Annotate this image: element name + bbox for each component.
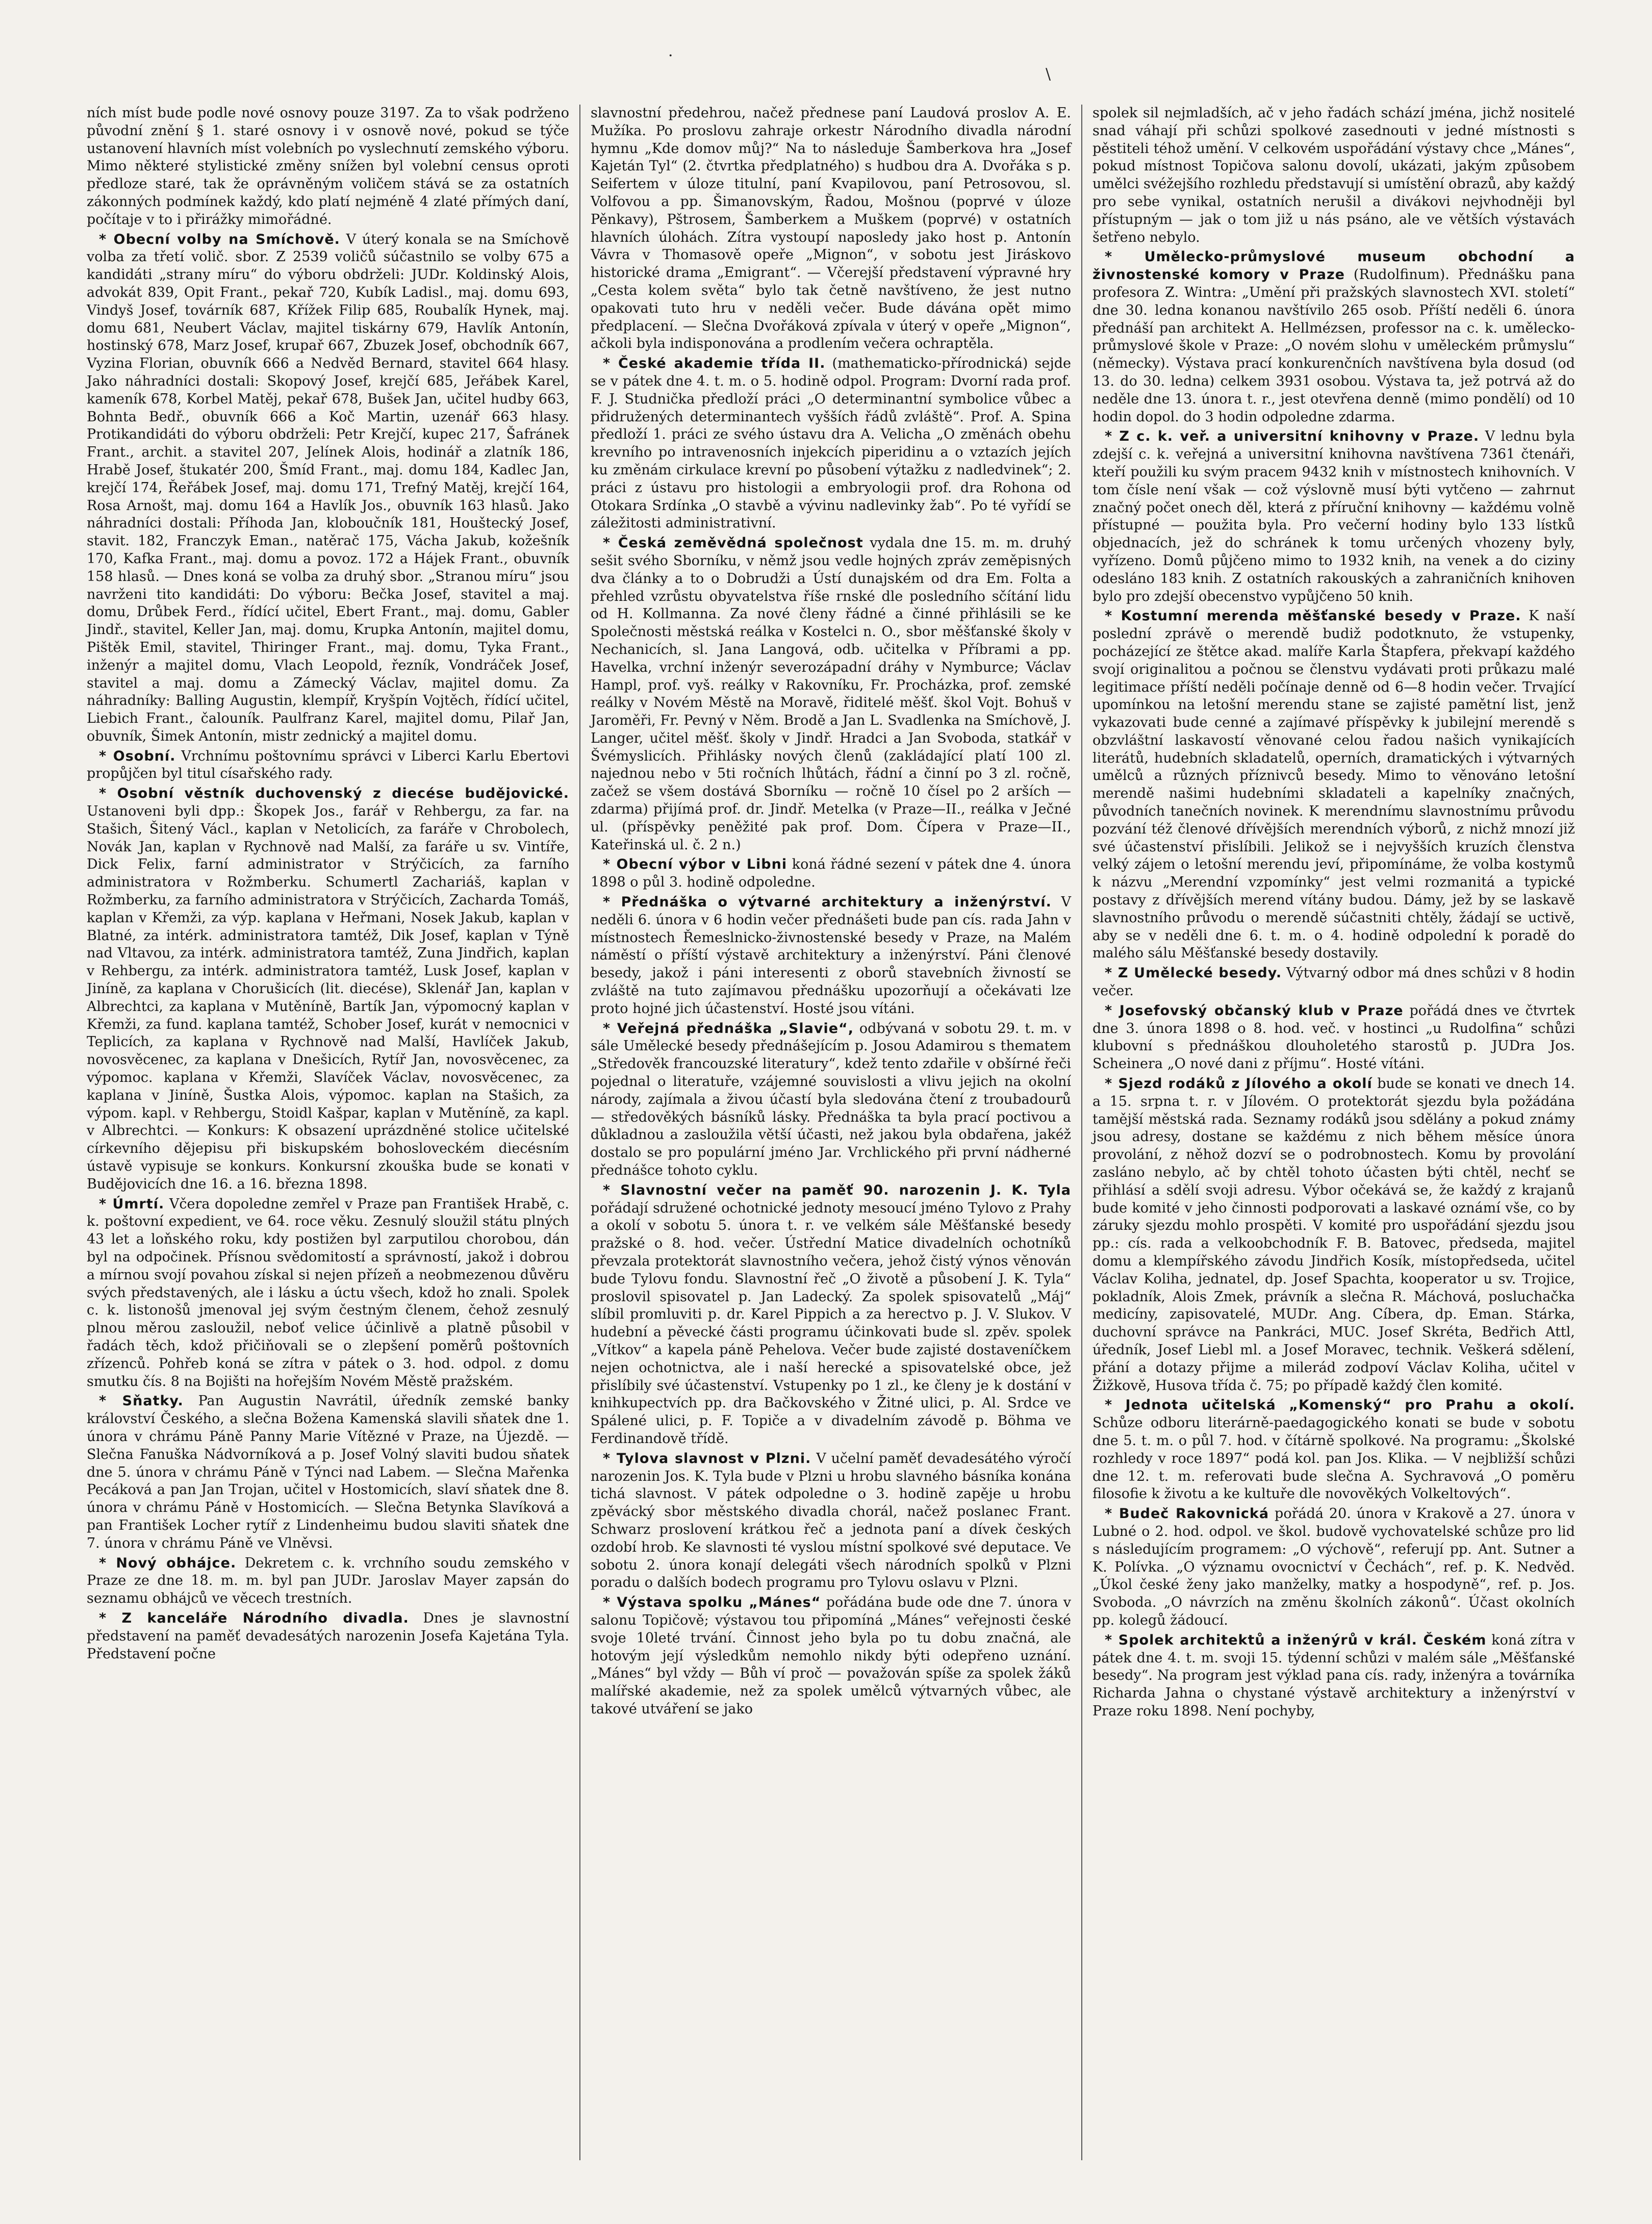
article-paragraph xyxy=(591,105,1071,353)
article-paragraph xyxy=(1092,608,1575,963)
article-text: odbývaná v sobotu 29. t. m. v sále Umělecké besedy přednášejícím p. Josou Adamirou s thematem „Středověk francouzské literatury“, kdež tento zdařile v obšírné řeči pojednal o literatuře, vzájemné souvislosti a vlivu jejich na okolní národy, zajímala a živou účastí byla sledována čtení z troubadourů — středověkých básníků lásky. Přednáška ta byla prací poctivou a důkladnou a zasloužila větší účasti, než jakou byla obdařena, jakéž dostalo se pro populární jméno Jar. Vrchlického při první nádherné přednášce tohoto cyklu. xyxy=(591,1020,1071,1179)
article-paragraph xyxy=(1092,965,1575,1000)
article-text: pořádají sdružené ochotnické jednoty mesoucí jméno Tylovo z Prahy a okolí v sobotu 5. února t. r. ve velkém sále Měšťanské besedy pražské o 8. hod. večer. Ústřední Matice divadelních ochotníků převzala protektorát slavnostního večera, jehož čistý výnos věnován bude Tylovu fondu. Slavnostní řeč „O životě a působení J. K. Tyla“ proslovil spisovatel p. Jan Ladecký. Za spolek spisovatelů „Máj“ slíbil promluviti p. dr. Karel Pippich a za herectvo p. J. V. Slukov. V hudební a pěvecké části programu účinkovati bude sl. zpěv. spolek „Vítkov“ a kapela páně Pehelova. Večer bude zajisté dostaveníčkem nejen ochotnictva, ale i naší herecké a spisovatelské obce, jež přislíbily své účastenství. Vstupenky po 1 zl., ke členy je k dostání v knihkupectvích pp. dra Bačkovského v Žitné ulici, p. Al. Srdce ve Spálené ulici, p. F. Topiče a v divadelním závodě p. Böhma ve Ferdinandově třídě. xyxy=(591,1200,1071,1447)
article-text: Včera dopoledne zemřel v Praze pan František Hrabě, c. k. poštovní expedient, ve 64. roce věku. Zesnulý sloužil státu plných 43 let a loňského roku, kdy postižen byl zarputilou chorobou, dán byl na odpočinek. Přísnou svědomitostí a správností, jakož i dobrou a mírnou svojí povahou získal si nejen přízeň a neobmezenou důvěru svých představených, ale i lásku a úctu všech, kdož ho znali. Spolek c. k. listonošů jmenoval jej svým čestným členem, čehož zesnulý plnou měrou zasloužil, neboť velice účinlivě a platně působil v řadách těch, kdož přičiňovali se o zlepšení poměrů poštovních zřízenců. Pohřeb koná se zítra v pátek o 3. hod. odpol. z domu smutku čís. 8 na Bojišti na hořejším Novém Městě pražském. xyxy=(87,1196,569,1389)
article-heading: * Česká zeměvědná společnost xyxy=(603,535,863,551)
article-text: Schůze odboru literárně-paedagogického konati se bude v sobotu dne 5. t. m. o půl 7. hod. v čítárně spolkové. Na programu: „Školské rozhledy v roce 1897“ podá kol. pan Jos. Klika. — V nejbližší schůzi dne 12. t. m. referovati bude slečna A. Sychravová „O poměru filosofie k životu a ke kultuře dle novověkých Volkeltových“. xyxy=(1092,1415,1575,1502)
article-paragraph xyxy=(87,785,569,1193)
article-heading: * Slavnostní večer na paměť 90. narozenin J. K. Tyla xyxy=(603,1182,1071,1198)
page-mark: · xyxy=(668,47,673,65)
article-heading: * Budeč Rakovnická xyxy=(1105,1506,1269,1522)
article-paragraph xyxy=(87,1610,569,1663)
article-heading: * Z kanceláře Národního divadla. xyxy=(99,1610,409,1626)
article-heading: * Tylova slavnost v Plzni. xyxy=(603,1450,811,1467)
article-text: pořádána bude ode dne 7. února v salonu Topičově; výstavou tou připomíná „Mánes“ veřejnosti české svoje 10leté trvání. Činnost jeho byla po tu dobu značná, ale hotovým její výsledkům nemohlo nikdy býti odepřeno uznání. „Mánes“ byl vždy — Bůh ví proč — považován spíše za spolek žáků malířské akademie, než za spolek umělců výtvarných vůbec, ale takové utváření se jako xyxy=(591,1595,1071,1717)
article-text: koná řádné sezení v pátek dne 4. února 1898 o půl 3. hodině odpoledne. xyxy=(591,856,1071,891)
article-heading: * Spolek architektů a inženýrů v král. Českém xyxy=(1105,1632,1487,1648)
article-text: K naší poslední zprávě o merendě budiž podotknuto, že vstupenky, pocházející ze štětce akad. malíře Karla Štapfera, překvapí každého svojí originalitou a počnou se členstvu vydávati proti průkazu malé legitimace příští neděli počínaje denně od 6—8 hodin večer. Trvající upomínkou na letošní merendu stane se zajisté pamětní list, jenž vykazovati bude cenné a zajímavé příspěvky k jubilejní merendě s obzvláštní laskavostí věnované celou řadou našich vynikajících literátů, hudebních skladatelů, operních, dramatických i výtvarných umělců a různých příznivců besedy. Mimo to věnováno letošní merendě našimi hudebními skladateli a kapelníky značných, původních tanečních novinek. K merendnímu slavnostnímu průvodu pozvání též členové dřívějších merendních výborů, z nichž mnozí již své účastenství přislíbili. Jelikož se i nejvyšších kruzích členstva velký zájem o letošní merendu jeví, připomínáme, že volba kostymů k názvu „Merendní vzpomínky“ jest velmi rozmanitá a typické postavy z dřívějších merend vítány budou. Dámy, jež by se laskavě slavnostního průvodu o merendě súčastniti chtěly, žádají se uctivě, aby se v neděli dne 6. t. m. o 4. hodině odpolední k poradě do malého sálu Měšťanské besedy dostavily. xyxy=(1092,608,1575,962)
article-heading: * Přednáška o výtvarné architektury a inženýrství. xyxy=(603,894,1052,911)
article-heading: * Sňatky. xyxy=(99,1393,184,1409)
article-text: V učelní paměť devadesátého výročí narozenin Jos. K. Tyla bude v Plzni u hrobu slavného básníka konána tichá slavnost. V pátek odpoledne o 3. hodině zapěje u hrobu zpěvácký sbor městského divadla chorál, načež poslanec Frant. Schwarz proslovení krátkou řeč a jednota paní a dívek českých ozdobí hrob. Ke slavnosti té vyslou místní spolkové své deputace. Ve sobotu 2. února konají delegáti všech národních spolků v Plzni poradu o dalších bodech programu pro Tylovu oslavu v Plzni. xyxy=(591,1450,1071,1591)
article-paragraph xyxy=(87,1196,569,1391)
article-text: V neděli 6. února v 6 hodin večer přednášeti bude pan cís. rada Jahn v místnostech Řemeslnicko-živnostenské besedy v Praze, na Malém náměstí o příští výstavě architektury a inženýrství. Páni členové besedy, jakož i páni interesenti z oborů stavebních živností se zvláště na tuto zajímavou přednášku upozorňují a očekávati lze proto hojné jich účastenství. Hosté jsou vítáni. xyxy=(591,894,1071,1017)
article-heading: * České akademie třída II. xyxy=(603,356,826,372)
article-text: slavnostní předehrou, načež přednese paní Laudová proslov A. E. Mužíka. Po proslovu zahraje orkestr Národního divadla národní hymnu „Kde domov můj?“ Na to následuje Šamberkova hra „Josef Kajetán Tyl“ (2. čtvrtka předplatného) s hudbou dra A. Dvořáka s p. Seifertem v úloze titulní, paní Kvapilovou, paní Petrosovou, sl. Volfovou a pp. Šimanovským, Řadou, Mošnou (poprvé v úloze Pěnkavy), Pštrosem, Šamberkem a Muškem (poprvé) v ostatních hlavních úlohách. Zítra vystoupí naposledy jako host p. Antonín Vávra v Thomasově opeře „Mignon“, v sobotu jest Jiráskovo historické drama „Emigrant“. — Včerejší představení výpravné hry „Cesta kolem světa“ bylo tak četně navštíveno, že jest nutno opakovati tuto hru v neděli večer. Bude dávána opět mimo předplacení. — Slečna Dvořáková zpívala v úterý v opeře „Mignon“, ačkoli byla indisponována a prodlením večera ochraptěla. xyxy=(591,105,1071,352)
article-paragraph xyxy=(591,1450,1071,1592)
page-mark: \ xyxy=(1046,65,1051,83)
article-text: Dekretem c. k. vrchního soudu zemského v Praze ze dne 18. m. m. byl pan JUDr. Jaroslav Mayer zapsán do seznamu obhájců ve věcech trestních. xyxy=(87,1555,569,1607)
article-heading: * Josefovský občanský klub v Praze xyxy=(1105,1002,1404,1019)
article-paragraph xyxy=(1092,428,1575,605)
article-heading: * Z c. k. veř. a universitní knihovny v Praze. xyxy=(1105,428,1480,445)
article-heading: * Veřejná přednáška „Slavie“, xyxy=(603,1020,854,1037)
article-paragraph xyxy=(591,1182,1071,1448)
column-right xyxy=(1082,105,1585,2160)
article-heading: * Obecní volby na Smíchově. xyxy=(99,231,340,247)
article-paragraph xyxy=(591,856,1071,892)
article-text: (Rudolfinum). Přednášku pana profesora Z. Wintra: „Umění při pražských slavnostech XVI. století“ dne 30. ledna konanou navštívilo 265 osob. Příští neděli 6. února přednáší pan architekt A. Hellmézsen, professor na c. k. umělecko-průmyslové škole v Praze: „O novém slohu v uměleckém průmyslu“ (německy). Výstava prací konkurenčních navštívena byla dosud (od 13. do 30. ledna) celkem 3931 osobou. Výstava ta, jež potrvá až do neděle dne 13. února t. r., jest otevřena denně (mimo pondělí) od 10 hodin dopol. do 3 hodin odpoledne zdarma. xyxy=(1092,267,1575,425)
article-text: (mathematicko-přírodnická) sejde se v pátek dne 4. t. m. o 5. hodině odpol. Program: Dvorní rada prof. F. J. Studnička předloží práci „O determinantní symbolice vůbec a přidružených determinantech vyšších řádů zvláště“. Prof. A. Spina předloží 1. práci ze svého ústavu dra A. Velicha „O změnách obehu krevního po intravenosních injekcích piperidinu a o vztazích jejích ku změnám cirkulace krevní po působení výtažku z nadledvinek“; 2. práci z ústavu pro histologii a embryologii prof. dra Rohona od Otokara Srdínka „O stavbě a vývinu nadlevinky žab“. Po té vyřídí se záležitosti administrativní. xyxy=(591,356,1071,532)
article-text: bude se konati ve dnech 14. a 15. srpna t. r. v Jílovém. O protektorát sjezdu byla požádána tamější městská rada. Seznamy rodáků jsou sdělány a pokud známy jsou adresy, dostane se každému z nich během měsíce února provolání, z něhož dozví se o podrobnostech. Komu by provolání zasláno nebylo, ač by chtěl tohoto účasten býti chtěl, nechť se přihlásí a sdělí svoji adresu. Výbor očekává se, že každý z krajanů bude komité v jeho činnosti podporovati a laskavé oznámí vše, co by záruky sjezdu mohlo prospěti. V komité pro uspořádání sjezdu jsou pp.: cís. rada a velkoobchodník F. B. Batovec, předseda, majitel domu a klempířského závodu Jindřich Kosík, místopředseda, učitel Václav Koliha, jednatel, dp. Josef Spachta, kooperator u sv. Trojice, pokladník, Alois Zmek, právník a slečna R. Máchová, posluchačka medicíny, zapisovatelé, MUDr. Ang. Cíbera, dp. Eman. Stárka, duchovní správce na Pankráci, MUC. Josef Skréta, Bedřich Attl, úředník, Josef Liebl ml. a Josef Moravec, technik. Veškerá sdělení, přání a dotazy přijme a milerád zodpoví Václav Koliha, učitel v Žižkově, Husova třída č. 75; po případě každý člen komité. xyxy=(1092,1076,1575,1394)
article-paragraph xyxy=(87,1555,569,1608)
article-paragraph xyxy=(1092,1002,1575,1073)
article-paragraph xyxy=(591,894,1071,1018)
article-text: Ustanoveni byli dpp.: Škopek Jos., farář v Rehbergu, za far. na Stašich, Šitený Václ., kaplan v Netolicích, za faráře v Chrobolech, Novák Jan, kaplan v Rychnově nad Malší, za faráře u sv. Vintíře, Dick Felix, farní administrator v Strýčicích, za farního administratora v Rožmberku. Schumertl Zachariáš, kaplan v Rožmberku, za farního administratora v Strýčicích, Zacharda Tomáš, kaplan v Křemži, za výp. kaplana v Heřmani, Nosek Jakub, kaplan v Blatné, za intérk. administratora tamtéž, Dik Josef, kaplan v Týně nad Vltavou, za intérk. administratora tamtéž, Zuna Jindřich, kaplan v Rehbergu, za intérk. administratora tamtéž, Lusk Josef, kaplan v Jiníně, za kaplana v Chorušicích (lit. diecése), Sklenář Jan, kaplan v Albrechtci, za kaplana v Mutěníně, Bartík Jan, výpomocný kaplan v Křemži, za fund. kaplana tamtéž, Schober Josef, kurát v nemocnici v Teplicích, za kaplana v Rychnově nad Malší, Havlíček Jakub, novosvěcenec, za kaplana v Dnešicích, Rytíř Jan, novosvěcenec, za výpomoc. kaplana v Křemži, Slavíček Václav, novosvěcenec, za kaplana v Jiníně, Šustka Alois, výpomoc. kaplan na Stašich, za výpom. kapl. v Rehbergu, Stoidl Kašpar, kaplan v Mutěníně, za kapl. v Albrechtci. — Konkurs: K obsazení uprázdněné stolice učitelské církevního dějepisu při biskupském bohosloveckém diecésním ústavě vypisuje se konkurs. Konkursní zkouška bude se konati v Budějovicích dne 16. a 16. března 1898. xyxy=(87,803,569,1192)
article-text: Dnes je slavnostní představení na paměť devadesátých narozenin Josefa Kajetána Tyla. Představení počne xyxy=(87,1610,569,1662)
article-paragraph xyxy=(87,748,569,784)
article-heading: * Umělecko-průmyslové museum obchodní a živnostenské komory v Praze xyxy=(1092,249,1575,283)
article-text: Pan Augustin Navrátil, úředník zemské banky království Českého, a slečna Božena Kamenská slavili sňatek dne 1. února v chrámu Páně Panny Marie Vítězné v Praze, na Újezdě. — Slečna Fanuška Nádvorníková a p. Josef Volný slaviti budou sňatek dne 5. února v chrámu Páně v Týnci nad Labem. — Slečna Mařenka Pecáková a pan Jan Trojan, učitel v Hostomicích, slaví sňatek dne 8. února v chrámu Páně v Hostomicích. — Slečna Betynka Slavíková a pan František Locher rytíř z Lindenheimu budou slaviti sňatek dne 7. února v chrámu Páně ve Vlněvsi. xyxy=(87,1393,569,1551)
article-paragraph xyxy=(1092,1397,1575,1503)
article-paragraph xyxy=(1092,248,1575,426)
article-paragraph xyxy=(87,231,569,746)
article-heading: * Kostumní merenda měšťanské besedy v Praze. xyxy=(1105,608,1521,624)
article-paragraph xyxy=(591,535,1071,854)
article-paragraph xyxy=(591,1020,1071,1180)
article-paragraph xyxy=(1092,105,1575,246)
article-heading: * Sjezd rodáků z Jílového a okolí xyxy=(1105,1076,1373,1092)
article-heading: * Nový obhájce. xyxy=(99,1555,237,1571)
article-paragraph xyxy=(1092,1505,1575,1630)
column-middle xyxy=(579,105,1082,2160)
article-text: V lednu byla zdejší c. k. veřejná a universitní knihovna navštívena 7361 čtenáři, kteří použili ku svým pracem 9432 knih v místnostech knihovních. V tom čísle není však — což výslovně musí býti vytčeno — zahrnut značný počet onech děl, která z příruční knihovny — každému volně přístupné — použita byla. Pro večerní hodiny bylo 133 lístků objednacích, jež do schránek k tomu určených vhozeny byly, vyřízeno. Domů půjčeno mimo to 1932 knih, na venek a do ciziny odesláno 183 knih. Z ostatních rakouských a zahraničních knihoven bylo pro zdejší obecenstvo vypůjčeno 50 knih. xyxy=(1092,428,1575,604)
article-heading: * Úmrtí. xyxy=(99,1196,165,1212)
article-heading: * Jednota učitelská „Komenský“ pro Prahu a okolí. xyxy=(1105,1397,1575,1413)
article-paragraph xyxy=(87,105,569,229)
article-text: spolek sil nejmladších, ač v jeho řadách schází jména, jichž nositelé snad váhají při schůzi spolkové zasednouti v jedné místnosti s pěstiteli téhož umění. V celkovém uspořádání výstavy chce „Mánes“, pokud místnost Topičova salonu dovolí, ukázati, jakým způsobem umělci svéžejšího rozhledu představují si umístění obrazů, aby každý pro sebe vynikal, ostatních nerušil a divákovi nejvhodněji byl přístupným — jak o tom již u nás psáno, ale ve větších výstavách šetřeno nebylo. xyxy=(1092,105,1575,245)
article-text: Vrchnímu poštovnímu správci v Liberci Karlu Ebertovi propůjčen byl titul císařského rady. xyxy=(87,748,569,782)
article-text: pořádá 20. února v Krakově a 27. února v Lubné o 2. hod. odpol. ve škol. budově vychovatelské schůze pro lid s následujícím programem: „O výchově“, referují pp. Ant. Sutner a K. Polívka. „O významu ovocnictví v Čechách“, ref. p. K. Nedvěd. „Úkol české ženy jako manželky, matky a hospodyně“, ref. p. Jos. Svoboda. „O návrzích na změnu školních zákonů“. Účast okolních pp. kolegů žádoucí. xyxy=(1092,1506,1575,1628)
article-text: vydala dne 15. m. m. druhý sešit svého Sborníku, v němž jsou vedle hojných zpráv zeměpisných dva články a to o Dobrudži a Ústí dunajském od dra Em. Folta a přehled vzrůstu obyvatelstva říše rnské dle posledního sčítání lidu od H. Kollmanna. Za nové členy řádné a činné přihlásili se ke Společnosti městská reálka v Kostelci n. O., sbor měšťanské školy v Nechanicích, sl. Jana Langová, odb. učitelka v Příbrami a pp. Havelka, vrchní inženýr severozápadní dráhy v Nymburce; Václav Hampl, prof. vyš. reálky v Rakovníku, Fr. Procházka, prof. zemské reálky v Novém Městě na Moravě, řiditelé měšť. škol Vojt. Bohuš v Jaroměři, Fr. Pevný v Něm. Brodě a Jan L. Svadlenka na Smíchově, J. Langer, učitel měšť. školy v Jindř. Hradci a Jan Svoboda, statkář v Švémyslicích. Přihlásky nových členů (zakládající platí 100 zl. najednou nebo v 5ti ročních lhůtách, řádní a činní po 3 zl. ročně, začež se všem dostává Sborníku — ročně 10 čísel po 2 arších — zdarma) přijímá prof. dr. Jindř. Metelka (v Praze—II., reálka v Ječné ul. (příspěvky peněžité pak prof. Dom. Čípera v Praze—II., Kateřinská ul. č. 2 n.) xyxy=(591,535,1071,853)
article-text: ních míst bude podle nové osnovy pouze 3197. Za to však podrženo původní znění § 1. staré osnovy i v osnově nové, pokud se týče ustanovení hlavních míst volebních po vyslechnutí zemského výboru. Mimo některé stylistické změny snížen byl volební census oproti předloze staré, tak že oprávněným voličem stává se za ostatních zákonných podmínek každý, kdo platí nejméně 4 zlaté přímých daní, počítaje v to i přirážky mimořádné. xyxy=(87,105,569,228)
article-heading: * Osobní. xyxy=(99,748,176,764)
article-paragraph xyxy=(1092,1075,1575,1395)
article-heading: * Obecní výbor v Libni xyxy=(603,856,787,873)
article-heading: * Výstava spolku „Mánes“ xyxy=(603,1595,821,1611)
article-paragraph xyxy=(591,1594,1071,1718)
article-heading: * Z Umělecké besedy. xyxy=(1105,965,1282,981)
article-paragraph xyxy=(87,1393,569,1552)
article-text: Výtvarný odbor má dnes schůzi v 8 hodin večer. xyxy=(1092,965,1575,999)
newspaper-page xyxy=(77,105,1586,2160)
article-text: V úterý konala se na Smíchově volba za třetí volič. sbor. Z 2539 voličů súčastnilo se volby 675 a kandidáti „strany míru“ do výboru obdrželi: JUDr. Koldinský Alois, advokát 839, Opit Frant., pekař 720, Kubík Ladisl., maj. domu 693, Vindyš Josef, továrník 687, Křížek Filip 685, Roubalík Hynek, maj. domu 681, Neubert Václav, majitel tiskárny 679, Havlík Antonín, hostinský 678, Marz Josef, krupař 667, Zbuzek Josef, obchodník 667, Vyzina Florian, obuvník 666 a Nedvěd Bernard, stavitel 664 hlasy. Jako náhradníci dostali: Skopový Josef, krejčí 685, Jeřábek Karel, kameník 678, Korbel Matěj, pekař 678, Bušek Jan, učitel hudby 663, Bohnta Bedř., obuvník 666 a Koč Martin, uzenář 663 hlasy. Protikandidáti do výboru obdrželi: Petr Krejčí, kupec 217, Šafránek Frant., archit. a stavitel 207, Jelínek Alois, hodinář a zlatník 186, Hrabě Josef, štukatér 200, Šmíd Frant., maj. domu 184, Kadlec Jan, krejčí 174, Řeřábek Josef, maj. domu 171, Trefný Matěj, krejčí 164, Rosa Arnošt, maj. domu 164 a Havlík Jos., obuvník 163 hlasů. Jako náhradníci dostali: Příhoda Jan, kloboučník 181, Houštecký Josef, stavit. 182, Franczyk Eman., natěrač 175, Vácha Jakub, kožešník 170, Kafka Frant., maj. domu a povoz. 172 a Hájek Frant., obuvník 158 hlasů. — Dnes koná se volba za druhý sbor. „Stranou míru“ jsou navrženi tito kandidáti: Do výboru: Bečka Josef, stavitel a maj. domu, Drůbek Ferd., řídící učitel, Ebert Frant., maj. domu, Gabler Jindř., stavitel, Keller Jan, maj. domu, Krupka Antonín, majitel domu, Pištěk Emil, stavitel, Thiringer Frant., maj. domu, Tyka Frant., inženýr a majitel domu, Vlach Leopold, řezník, Vondráček Josef, stavitel a maj. domu a Zámecký Václav, majitel domu. Za náhradníky: Balling Augustin, klempíř, Kryšpín Vojtěch, řídící učitel, Liebich Frant., čalouník. Paulfranz Karel, majitel domu, Pilař Jan, obuvník, Šimek Antonín, mistr zednický a majitel domu. xyxy=(87,231,569,744)
article-text: pořádá dnes ve čtvrtek dne 3. února 1898 o 8. hod. več. v hostinci „u Rudolfina“ schůzi klubovní s přednáškou dlouholetého starostů p. JUDra Jos. Scheinera „O nové dani z příjmu“. Hosté vítáni. xyxy=(1092,1002,1575,1072)
article-paragraph xyxy=(1092,1632,1575,1721)
article-heading: * Osobní věstník duchovenský z diecése budějovické. xyxy=(99,786,569,802)
article-text: koná zítra v pátek dne 4. t. m. svoji 15. týdenní schůzi v malém sále „Měšťanské besedy“. Na program jest výklad pana cís. rady, inženýra a továrníka Richarda Jahna o chystané výstavě architektury a inženýrství v Praze roku 1898. Není pochyby, xyxy=(1092,1632,1575,1719)
article-paragraph xyxy=(591,355,1071,533)
column-left xyxy=(77,105,579,2160)
